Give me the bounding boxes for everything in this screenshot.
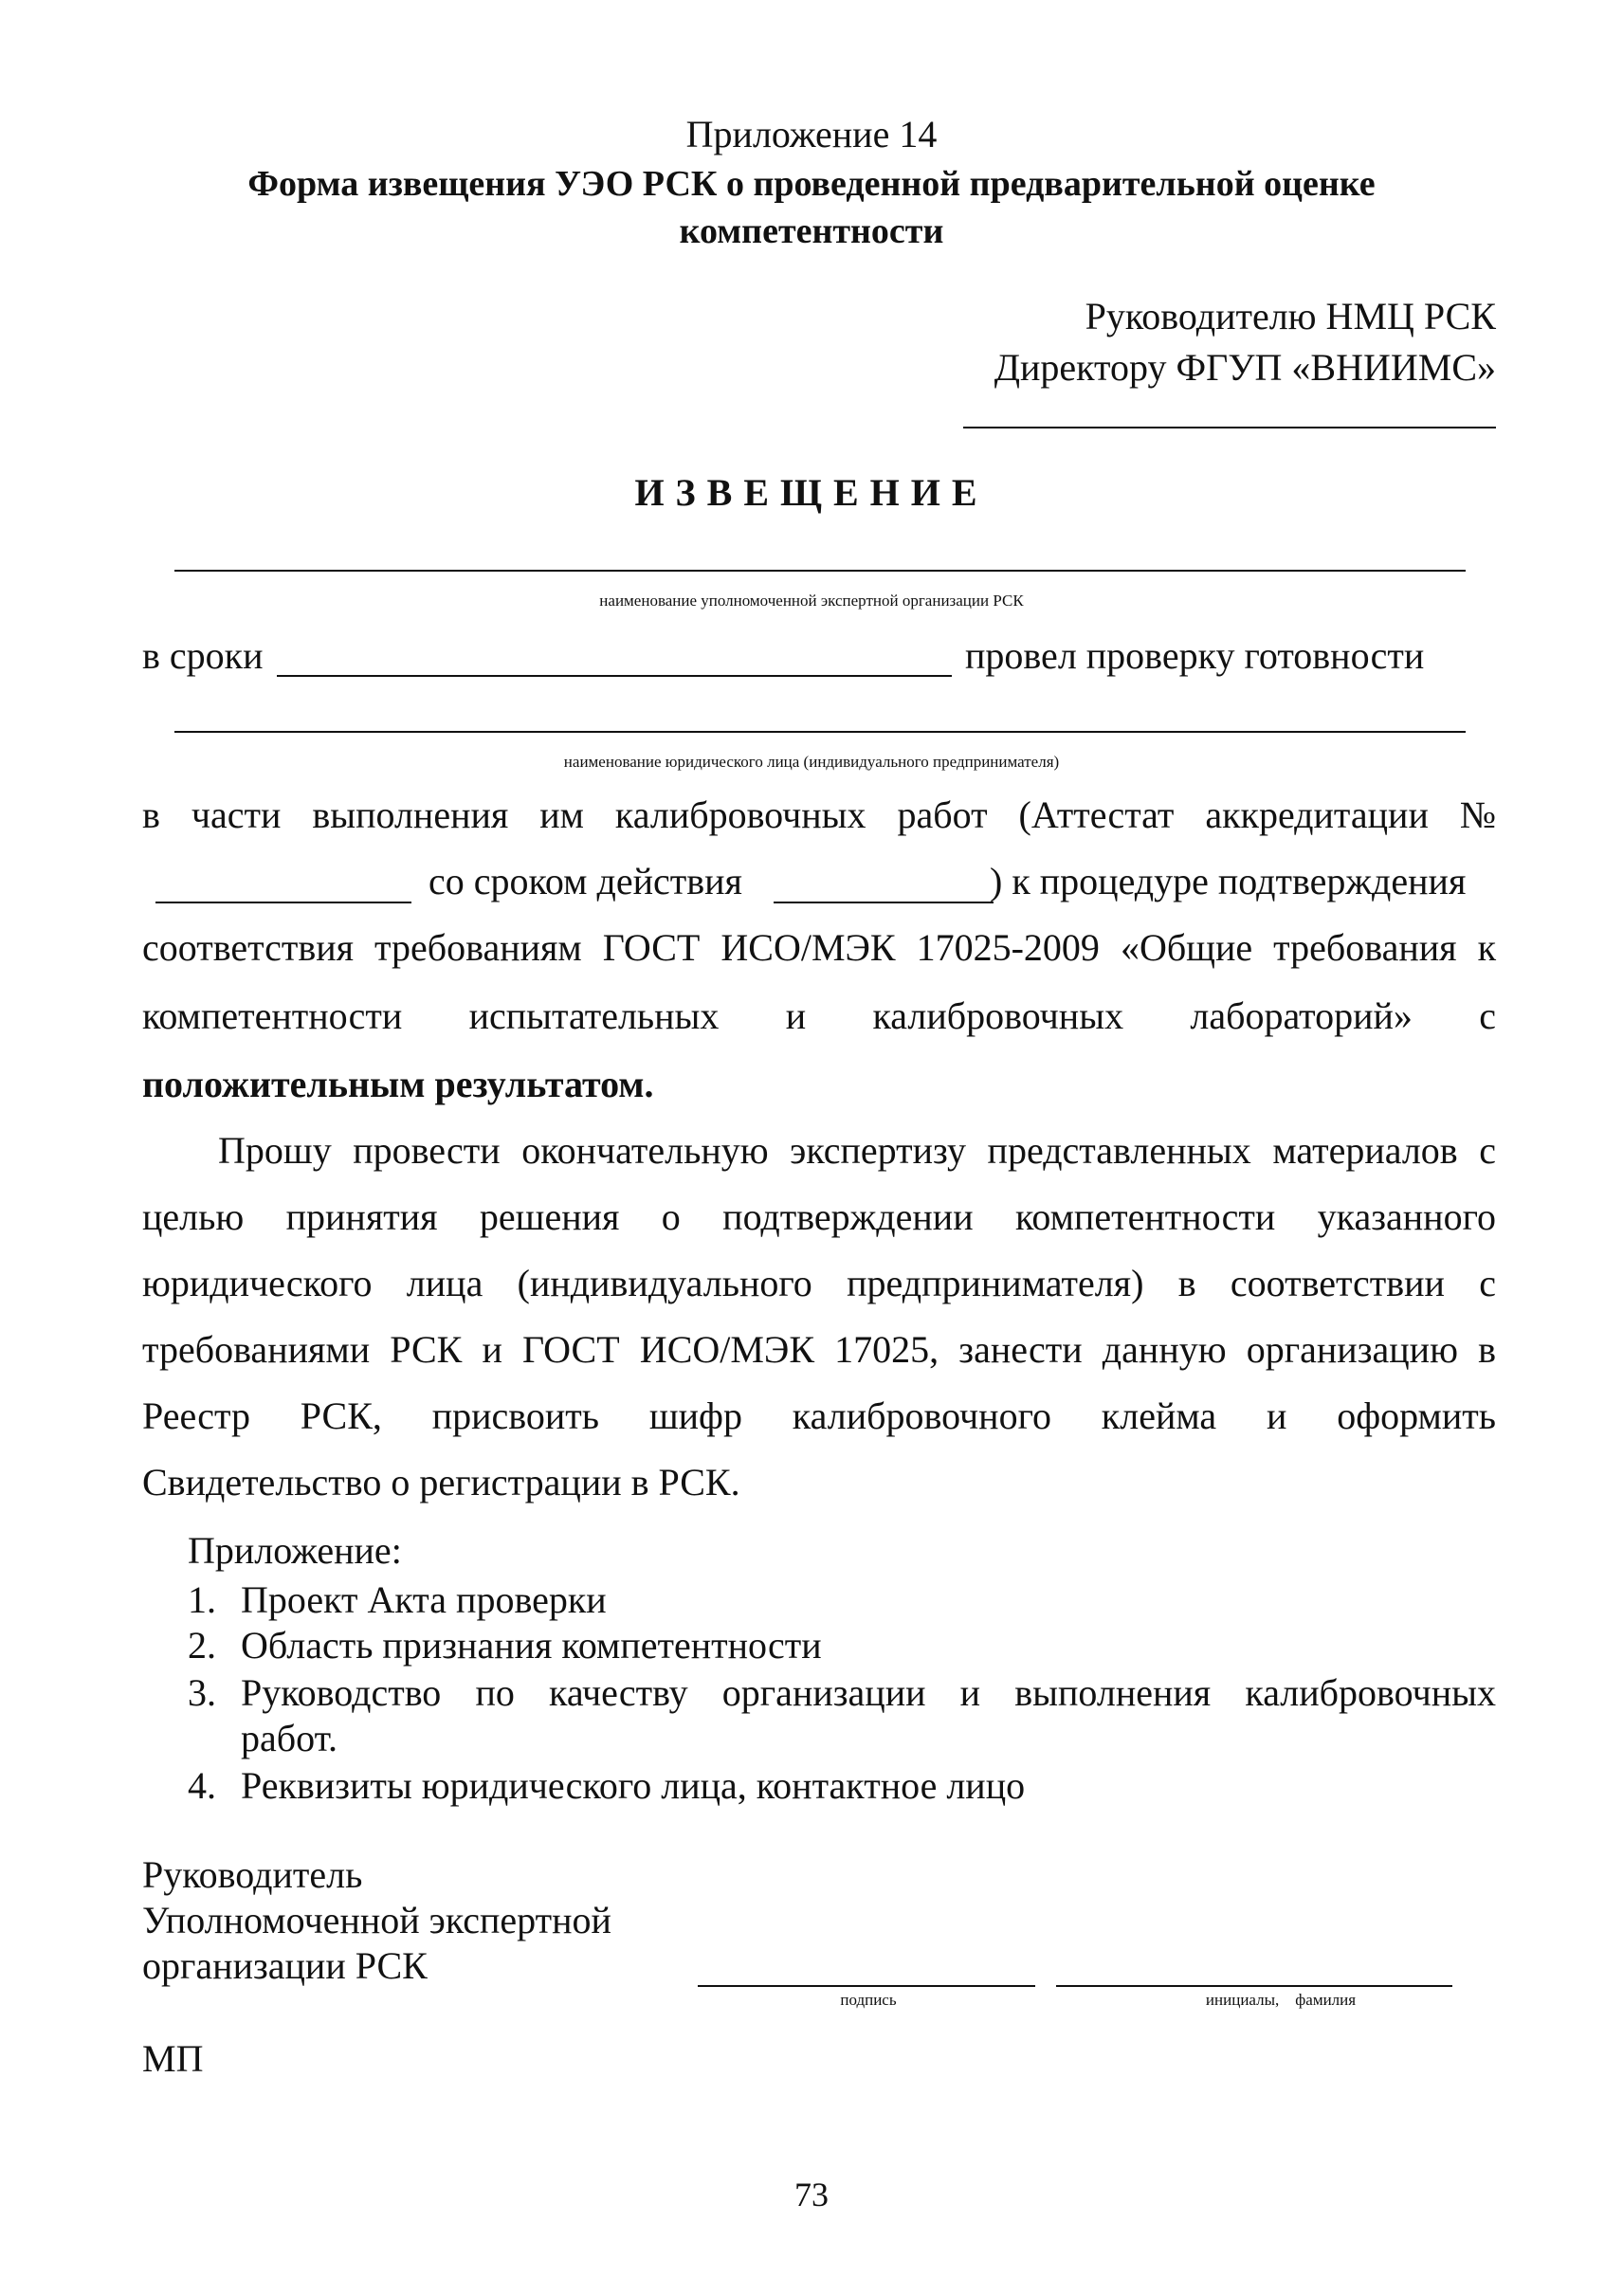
notice-title: ИЗВЕЩЕНИЕ (634, 471, 989, 514)
body-line5-result: положительным результатом. (142, 1063, 654, 1105)
body-line1: в части выполнения им калибровочных работ (Аттестат аккредитации № (142, 793, 1496, 836)
signature-title-line3: организации РСК (142, 1944, 428, 1987)
name-caption: инициалы, фамилия (1205, 1991, 1357, 2009)
entity-name-caption: наименование юридического лица (индивидуального предпринимателя) (563, 753, 1060, 771)
request-line4: требованиями РСК и ГОСТ ИСО/МЭК 17025, занести данную организацию в (142, 1328, 1496, 1371)
page-number: 73 (794, 2176, 829, 2214)
entity-name-blank-line (174, 731, 1466, 733)
request-line2: целью принятия решения о подтверждении компетентности указанного (142, 1195, 1496, 1238)
attachment-number: 3. (188, 1671, 216, 1714)
attachment-item: Руководство по качеству организации и выполнения калибровочных (241, 1671, 1496, 1714)
org-name-caption: наименование уполномоченной экспертной организации РСК (599, 592, 1024, 610)
body-line3: соответствия требованиям ГОСТ ИСО/МЭК 17025-2009 «Общие требования к (142, 926, 1496, 969)
addressee-blank-line (963, 427, 1496, 428)
deadline-blank-line (277, 675, 952, 677)
addressee-line2: Директору ФГУП «ВНИИМС» (994, 346, 1496, 389)
body-line2-end: ) к процедуре подтверждения (990, 860, 1467, 902)
validity-period-blank (774, 902, 994, 903)
attachment-number: 4. (188, 1764, 216, 1807)
request-line5: Реестр РСК, присвоить шифр калибровочного клейма и оформить (142, 1394, 1496, 1437)
body-line2-validity: со сроком действия (429, 860, 742, 902)
attachment-item: Реквизиты юридического лица, контактное лицо (241, 1764, 1026, 1807)
deadline-prefix: в сроки (142, 634, 264, 677)
attachment-number: 2. (188, 1624, 216, 1667)
request-line6: Свидетельство о регистрации в РСК. (142, 1461, 740, 1503)
attachment-item: Область признания компетентности (241, 1624, 822, 1667)
deadline-suffix: провел проверку готовности (965, 634, 1425, 677)
signature-blank-line (698, 1985, 1035, 1987)
body-line4: компетентности испытательных и калибровочных лабораторий» с (142, 994, 1496, 1037)
signature-caption: подпись (840, 1991, 897, 2009)
signature-title-line2: Уполномоченной экспертной (142, 1899, 611, 1941)
form-title-line1: Форма извещения УЭО РСК о проведенной предварительной оценке (247, 164, 1376, 204)
name-blank-line (1056, 1985, 1452, 1987)
appendix-label: Приложение 14 (685, 113, 938, 155)
certificate-number-blank (155, 902, 411, 903)
addressee-line1: Руководителю НМЦ РСК (1085, 295, 1496, 337)
form-title-line2: компетентности (679, 211, 944, 251)
signature-title-line1: Руководитель (142, 1853, 363, 1896)
seal-placeholder: МП (142, 2037, 204, 2080)
attachments-label: Приложение: (188, 1529, 402, 1572)
attachment-item-continuation: работ. (241, 1717, 338, 1759)
request-line3: юридического лица (индивидуального предпринимателя) в соответствии с (142, 1262, 1496, 1304)
attachment-number: 1. (188, 1578, 216, 1621)
attachment-item: Проект Акта проверки (241, 1578, 607, 1621)
org-name-blank-line (174, 570, 1466, 572)
request-line1: Прошу провести окончательную экспертизу представленных материалов с (218, 1129, 1496, 1172)
